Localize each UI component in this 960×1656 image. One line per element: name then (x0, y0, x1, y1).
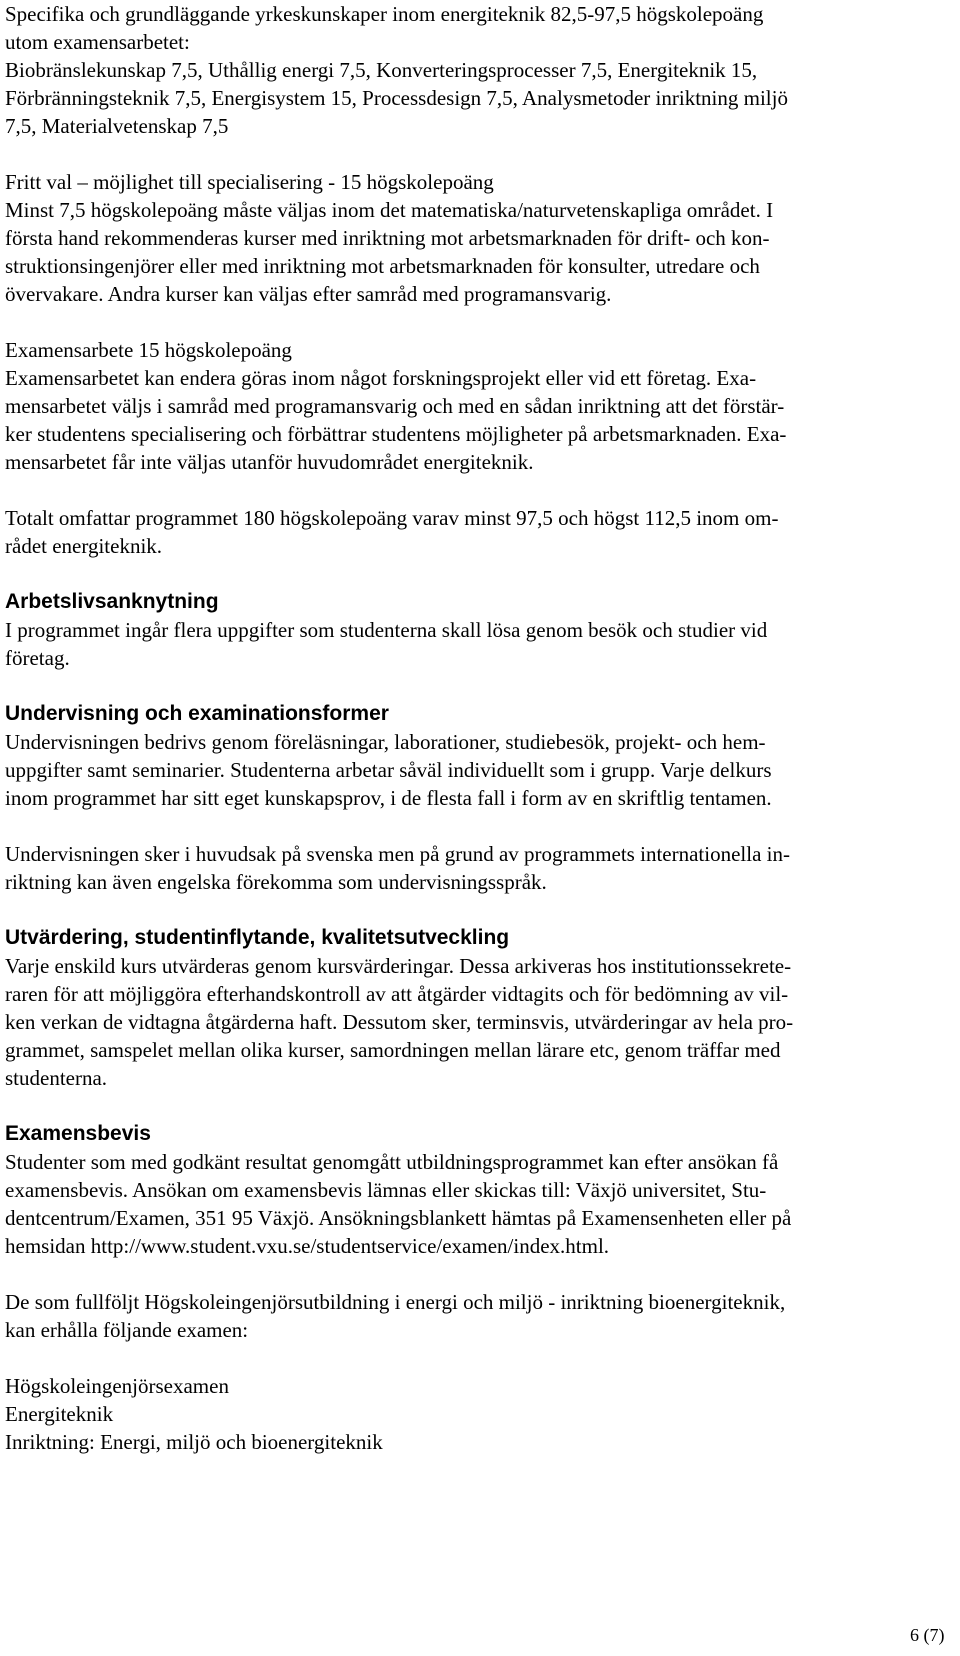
text-line: övervakare. Andra kurser kan väljas efter samråd med programansvarig. (5, 282, 612, 306)
paragraph-gap (5, 476, 945, 504)
text-line: grammet, samspelet mellan olika kurser, samordningen mellan lärare etc, genom träffar med (5, 1038, 781, 1062)
text-line: utom examensarbetet: (5, 30, 190, 54)
section-heading-work-connection: Arbetslivsanknytning (5, 590, 219, 613)
text-line: ker studentens specialisering och förbättrar studentens möjligheter på arbetsmarknaden. Exa- (5, 422, 787, 446)
text-line: Inriktning: Energi, miljö och bioenergiteknik (5, 1430, 383, 1454)
text-line: De som fullföljt Högskoleingenjörsutbildning i energi och miljö - inriktning bioenergiteknik, (5, 1290, 786, 1314)
paragraph-gap (5, 812, 945, 840)
text-line: uppgifter samt seminarier. Studenterna arbetar såväl individuellt som i grupp. Varje delkurs (5, 758, 772, 782)
text-line: I programmet ingår flera uppgifter som studenterna skall lösa genom besök och studier vid (5, 618, 768, 642)
text-line: Undervisningen bedrivs genom föreläsningar, laborationer, studiebesök, projekt- och hem- (5, 730, 766, 754)
text-line: struktionsingenjörer eller med inriktning mot arbetsmarknaden för konsulter, utredare och (5, 254, 760, 278)
text-line: Energiteknik (5, 1402, 114, 1426)
text-line: Biobränslekunskap 7,5, Uthållig energi 7,5, Konverteringsprocesser 7,5, Energiteknik 15, (5, 58, 758, 82)
text-line: Undervisningen sker i huvudsak på svenska men på grund av programmets internationella in- (5, 842, 790, 866)
page-number: 6 (7) (910, 1625, 945, 1645)
section-heading-evaluation: Utvärdering, studentinflytande, kvalitetsutveckling (5, 926, 510, 949)
paragraph-gap (5, 1092, 945, 1120)
text-line: Varje enskild kurs utvärderas genom kursvärderingar. Dessa arkiveras hos institutionssekrete- (5, 954, 792, 978)
text-line: raren för att möjliggöra efterhandskontroll av att åtgärder vidtagits och för bedömning av vil- (5, 982, 789, 1006)
text-line: hemsidan http://www.student.vxu.se/studentservice/examen/index.html. (5, 1234, 610, 1258)
text-line: kan erhålla följande examen: (5, 1318, 249, 1342)
text-line: företag. (5, 646, 70, 670)
text-line: inom programmet har sitt eget kunskapsprov, i de flesta fall i form av en skriftlig tentamen. (5, 786, 772, 810)
paragraph-gap (5, 896, 945, 924)
paragraph-gap (5, 1260, 945, 1288)
text-line: examensbevis. Ansökan om examensbevis lämnas eller skickas till: Växjö universitet, Stu- (5, 1178, 767, 1202)
text-line: Högskoleingenjörsexamen (5, 1374, 229, 1398)
paragraph-specific-knowledge (5, 0, 945, 140)
paragraph-teaching-language (5, 840, 945, 896)
text-line: Totalt omfattar programmet 180 högskolepoäng varav minst 97,5 och högst 112,5 inom om- (5, 506, 779, 530)
paragraph-diploma-eligibility (5, 1288, 945, 1344)
text-line: Förbränningsteknik 7,5, Energisystem 15, Processdesign 7,5, Analysmetoder inriktning miljö (5, 86, 788, 110)
paragraph-gap (5, 560, 945, 588)
text-line: första hand rekommenderas kurser med inriktning mot arbetsmarknaden för drift- och kon- (5, 226, 770, 250)
text-line: 7,5, Materialvetenskap 7,5 (5, 114, 229, 138)
section-heading-diploma: Examensbevis (5, 1122, 151, 1145)
paragraph-gap (5, 140, 945, 168)
paragraph-total (5, 504, 945, 560)
paragraph-teaching (5, 728, 945, 812)
text-line: Studenter som med godkänt resultat genomgått utbildningsprogrammet kan efter ansökan få (5, 1150, 779, 1174)
text-line: ken verkan de vidtagna åtgärderna haft. Dessutom sker, terminsvis, utvärderingar av hela pro- (5, 1010, 794, 1034)
text-line: riktning kan även engelska förekomma som undervisningsspråk. (5, 870, 547, 894)
text-line: Fritt val – möjlighet till specialisering - 15 högskolepoäng (5, 170, 494, 194)
text-line: mensarbetet väljs i samråd med programansvarig och med en sådan inriktning att det förstär- (5, 394, 785, 418)
text-line: dentcentrum/Examen, 351 95 Växjö. Ansökningsblankett hämtas på Examensenheten eller på (5, 1206, 792, 1230)
text-line: mensarbetet får inte väljas utanför huvudområdet energiteknik. (5, 450, 534, 474)
paragraph-gap (5, 1344, 945, 1372)
text-line: Examensarbetet kan endera göras inom något forskningsprojekt eller vid ett företag. Exa- (5, 366, 757, 390)
paragraph-gap (5, 672, 945, 700)
text-line: Examensarbete 15 högskolepoäng (5, 338, 292, 362)
paragraph-degree-project (5, 336, 945, 476)
paragraph-free-choice (5, 168, 945, 308)
text-line: Minst 7,5 högskolepoäng måste väljas inom det matematiska/naturvetenskapliga området. I (5, 198, 774, 222)
paragraph-diploma-application (5, 1148, 945, 1260)
paragraph-evaluation (5, 952, 945, 1092)
paragraph-degree-title (5, 1372, 945, 1456)
document-page (5, 0, 945, 1456)
text-line: rådet energiteknik. (5, 534, 163, 558)
paragraph-work-connection (5, 616, 945, 672)
section-heading-teaching: Undervisning och examinationsformer (5, 702, 389, 725)
text-line: studenterna. (5, 1066, 108, 1090)
text-line: Specifika och grundläggande yrkeskunskaper inom energiteknik 82,5-97,5 högskolepoäng (5, 2, 764, 26)
paragraph-gap (5, 308, 945, 336)
